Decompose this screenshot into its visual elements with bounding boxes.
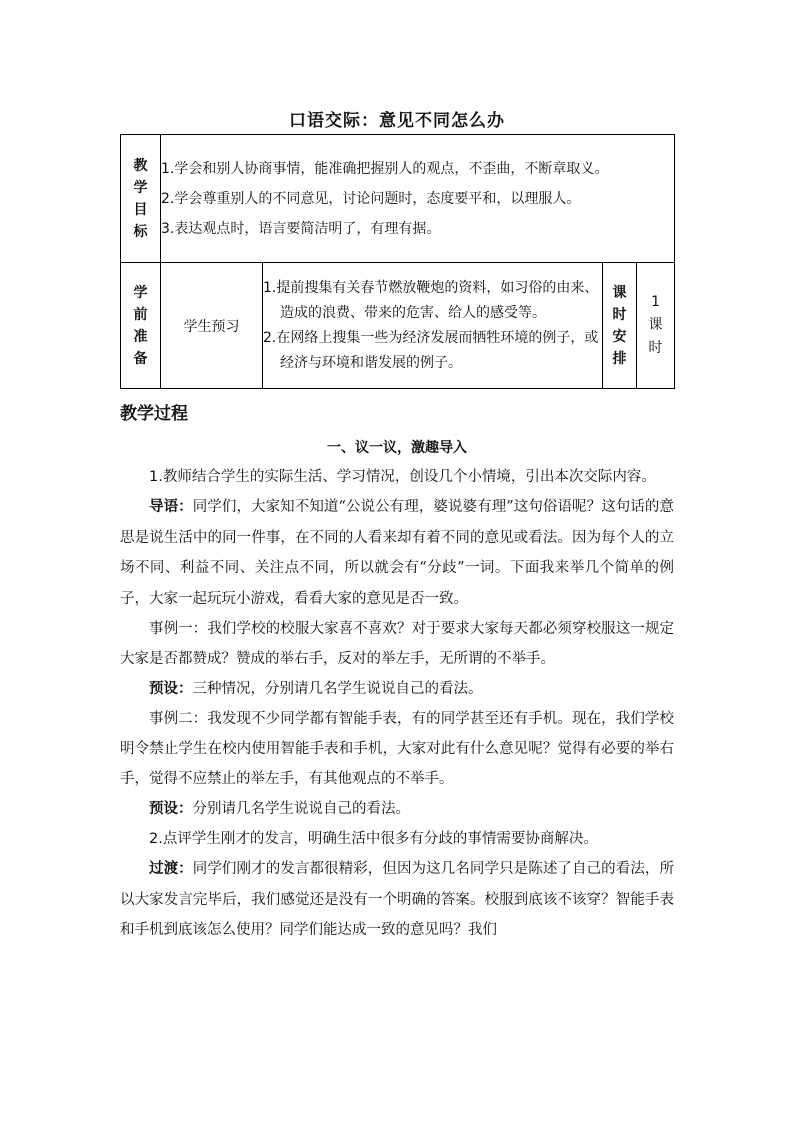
paragraph: 预设：三种情况，分别请几名学生说说自己的看法。 [149, 681, 483, 697]
paragraph: 预设：分别请几名学生说说自己的看法。 [149, 801, 410, 817]
goals-cell [161, 135, 675, 263]
paragraph: 导语：同学们，大家知不知道“公说公有理，婆说婆有理”这句俗语呢？这句话的意思是说生活中的同一件事，在不同的人看来却有着不同的意见或看法。因为每个人的立场不同、利益不同、关注点不同，所以就会有“分歧”一词。下面我来举几个简单的例子，大家一起玩玩小游戏，看看大家的意见是否一致。 [120, 499, 675, 607]
goal-item: 2.学会尊重别人的不同意见，讨论问题时，态度要平和，以理服人。 [161, 190, 581, 207]
goal-item: 1.学会和别人协商事情，能准确把握别人的观点，不歪曲，不断章取义。 [161, 160, 609, 177]
prep-type-cell: 学生预习 [161, 263, 263, 389]
goal-item: 3.表达观点时，语言要简洁明了，有理有据。 [161, 220, 441, 237]
paragraph: 1.教师结合学生的实际生活、学习情况，创设几个小情境，引出本次交际内容。 [149, 469, 656, 485]
section-heading: 一、议一议，激趣导入 [327, 440, 467, 456]
paragraph: 2.点评学生刚才的发言，明确生活中很多有分歧的事情需要协商解决。 [149, 831, 598, 847]
prep-items-cell [263, 263, 603, 389]
schedule-label: 课 时 安 排 [603, 263, 637, 389]
goals-label: 教 学 目 标 [121, 135, 161, 263]
paragraph: 事例二：我发现不少同学都有智能手表，有的同学甚至还有手机。现在，我们学校明令禁止学生在校内使用智能手表和手机，大家对此有什么意见呢？觉得有必要的举右手，觉得不应禁止的举左手，有其他观点的不举手。 [120, 711, 674, 787]
prep-label: 学 前 准 备 [121, 263, 161, 389]
body-text [120, 462, 674, 946]
prep-item: 1.提前搜集有关春节燃放鞭炮的资料，如习俗的由来、造成的浪费、带来的危害、给人的感受等。 [263, 279, 599, 321]
paragraph: 过渡：同学们刚才的发言都很精彩，但因为这几名同学只是陈述了自己的看法，所以大家发言完毕后，我们感觉还是没有一个明确的答案。校服到底该不该穿？智能手表和手机到底该怎么使用？同学们能达成一致的意见吗？我们 [120, 861, 675, 938]
prep-item: 2.在网络上搜集一些为经济发展而牺牲环境的例子，或经济与环境和谐发展的例子。 [263, 329, 599, 371]
document-title: 口语交际：意见不同怎么办 [289, 111, 505, 131]
lesson-plan-table [120, 134, 675, 389]
schedule-value: 1 课 时 [637, 263, 675, 389]
process-heading: 教学过程 [120, 404, 188, 424]
paragraph: 事例一：我们学校的校服大家喜不喜欢？对于要求大家每天都必须穿校服这一规定大家是否都赞成？赞成的举右手，反对的举左手，无所谓的不举手。 [120, 621, 674, 667]
